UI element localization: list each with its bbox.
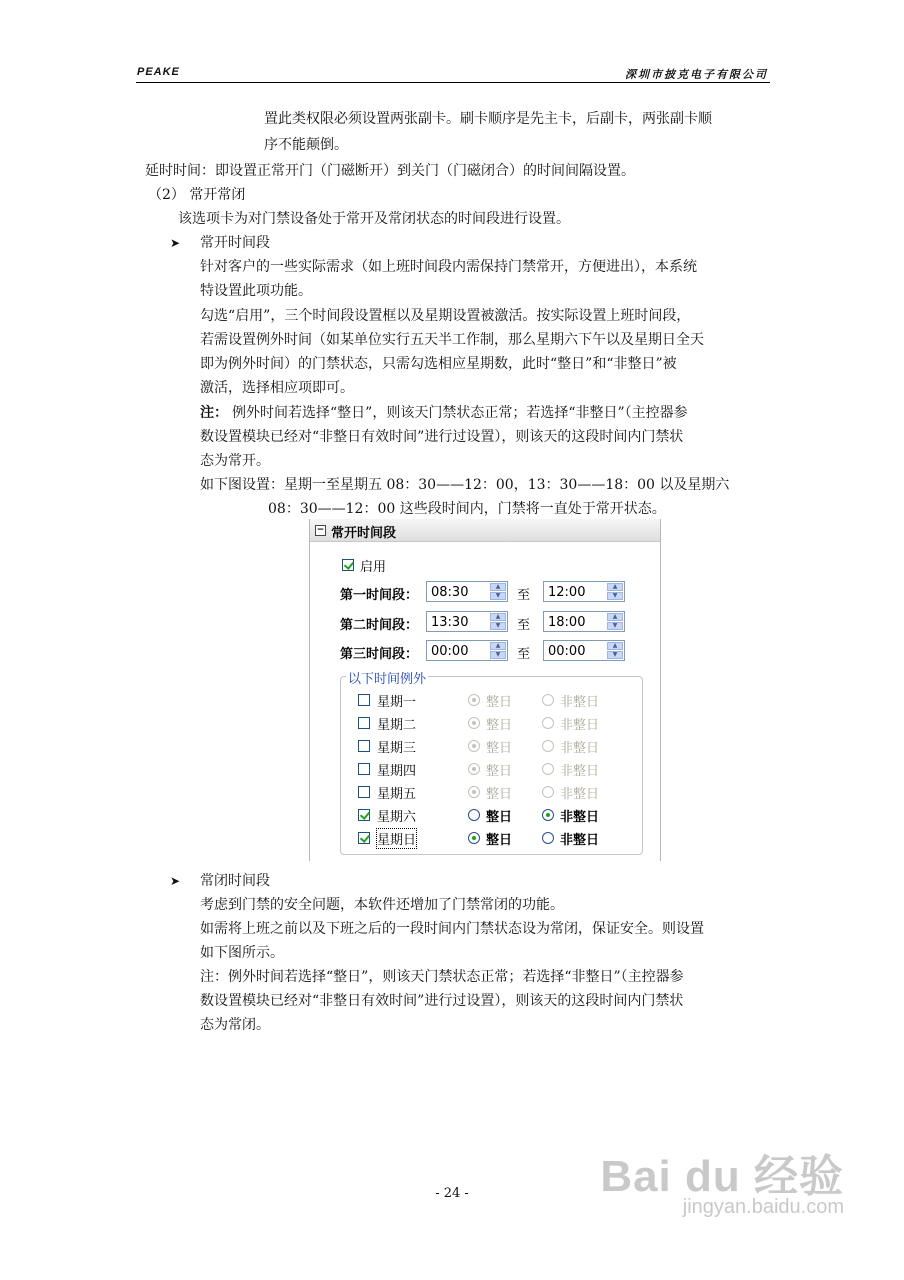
paragraph-line: 序不能颠倒。	[264, 137, 348, 153]
full-day-label: 整日	[486, 695, 513, 710]
period2-start-input[interactable]	[426, 611, 508, 632]
spin-up-icon[interactable]: ▲	[490, 642, 506, 650]
day-label: 星期日	[377, 829, 416, 848]
period-label: 第一时间段：	[340, 588, 419, 603]
spin-down-icon[interactable]: ▼	[607, 592, 623, 600]
full-day-label: 整日	[486, 787, 513, 802]
collapse-icon[interactable]: −	[316, 525, 325, 535]
partial-day-radio[interactable]	[542, 809, 554, 821]
partial-day-radio[interactable]	[542, 763, 554, 775]
header-company: 深圳市披克电子有限公司	[625, 69, 768, 81]
enable-label: 启用	[360, 560, 387, 575]
bullet-arrow-icon: ➤	[170, 236, 181, 250]
day-checkbox-mon[interactable]	[358, 694, 370, 706]
note-label: 注：	[200, 405, 228, 421]
partial-day-radio[interactable]	[542, 717, 554, 729]
paragraph-line: 特设置此项功能。	[200, 283, 312, 299]
paragraph-line: 如下图所示。	[200, 945, 284, 961]
watermark-brand: Bai du 经验	[600, 1152, 844, 1201]
enable-checkbox[interactable]	[342, 559, 354, 571]
paragraph-line: 如下图设置：星期一至星期五 08：30——12：00，13：30——18：00 以及星期六	[200, 477, 730, 493]
period1-end-input[interactable]	[543, 581, 625, 602]
full-day-label: 整日	[486, 810, 513, 825]
page-number: - 24 -	[435, 1186, 469, 1201]
full-day-radio[interactable]	[468, 763, 480, 775]
to-label: 至	[517, 588, 531, 603]
partial-day-radio[interactable]	[542, 694, 554, 706]
paragraph-line: 该选项卡为对门禁设备处于常开及常闭状态的时间段进行设置。	[178, 211, 570, 227]
panel-title: 常开时间段	[331, 526, 397, 541]
paragraph-line: 数设置模块已经对“非整日有效时间”进行过设置），则该天的这段时间内门禁状	[200, 993, 684, 1009]
full-day-radio[interactable]	[468, 740, 480, 752]
paragraph-line: 勾选“启用”，三个时间段设置框以及星期设置被激活。按实际设置上班时间段，	[200, 308, 691, 324]
normally-open-panel	[309, 519, 661, 861]
paragraph-line: 注：例外时间若选择“整日”，则该天门禁状态正常；若选择“非整日”（主控器参	[200, 969, 684, 985]
panel-titlebar	[310, 519, 660, 542]
spin-value: 12:00	[548, 585, 586, 600]
spin-down-icon[interactable]: ▼	[490, 651, 506, 659]
paragraph-line: 激活，选择相应项即可。	[200, 380, 354, 396]
day-label: 星期四	[377, 764, 417, 779]
period3-start-input[interactable]	[426, 640, 508, 661]
day-label: 星期六	[377, 810, 417, 825]
partial-day-radio[interactable]	[542, 832, 554, 844]
day-checkbox-sun[interactable]	[358, 832, 370, 844]
spin-value: 08:30	[431, 585, 469, 600]
day-label: 星期三	[377, 741, 417, 756]
paragraph-line: 态为常闭。	[200, 1017, 270, 1033]
period-label: 第二时间段：	[340, 618, 419, 633]
paragraph-line: 延时时间：即设置正常开门（门磁断开）到关门（门磁闭合）的时间间隔设置。	[145, 163, 635, 179]
paragraph-line: 如需将上班之前以及下班之后的一段时间内门禁状态设为常闭，保证安全。则设置	[200, 921, 704, 937]
full-day-radio[interactable]	[468, 694, 480, 706]
paragraph-line: 若需设置例外时间（如某单位实行五天半工作制，那么星期六下午以及星期日全天	[200, 332, 704, 348]
to-label: 至	[517, 647, 531, 662]
full-day-label: 整日	[486, 833, 513, 848]
to-label: 至	[517, 618, 531, 633]
day-checkbox-tue[interactable]	[358, 717, 370, 729]
partial-day-label: 非整日	[560, 695, 600, 710]
day-checkbox-thu[interactable]	[358, 763, 370, 775]
spin-value: 00:00	[548, 644, 586, 659]
full-day-radio[interactable]	[468, 832, 480, 844]
exception-title: 以下时间例外	[346, 668, 428, 687]
period-label: 第三时间段：	[340, 647, 419, 662]
spin-up-icon[interactable]: ▲	[607, 642, 623, 650]
paragraph-line: 置此类权限必须设置两张副卡。刷卡顺序是先主卡，后副卡，两张副卡顺	[264, 111, 712, 127]
partial-day-radio[interactable]	[542, 740, 554, 752]
paragraph-line: 08：30——12：00 这些段时间内，门禁将一直处于常开状态。	[268, 501, 666, 517]
day-label: 星期二	[377, 718, 417, 733]
partial-day-label: 非整日	[560, 833, 600, 848]
spin-value: 13:30	[431, 615, 469, 630]
paragraph-line: 考虑到门禁的安全问题，本软件还增加了门禁常闭的功能。	[200, 897, 564, 913]
partial-day-radio[interactable]	[542, 786, 554, 798]
full-day-radio[interactable]	[468, 717, 480, 729]
period2-end-input[interactable]	[543, 611, 625, 632]
spin-up-icon[interactable]: ▲	[490, 583, 506, 591]
paragraph-line: 态为常开。	[200, 453, 270, 469]
day-checkbox-sat[interactable]	[358, 809, 370, 821]
day-checkbox-fri[interactable]	[358, 786, 370, 798]
bullet-arrow-icon: ➤	[170, 874, 181, 888]
day-label: 星期五	[377, 787, 417, 802]
paragraph-line: 针对客户的一些实际需求（如上班时间段内需保持门禁常开，方便进出），本系统	[200, 259, 697, 275]
spin-value: 18:00	[548, 615, 586, 630]
day-label: 星期一	[377, 695, 417, 710]
full-day-radio[interactable]	[468, 809, 480, 821]
spin-value: 00:00	[431, 644, 469, 659]
spin-down-icon[interactable]: ▼	[607, 622, 623, 630]
paragraph-line: 数设置模块已经对“非整日有效时间”进行过设置），则该天的这段时间内门禁状	[200, 429, 684, 445]
partial-day-label: 非整日	[560, 741, 600, 756]
partial-day-label: 非整日	[560, 810, 600, 825]
paragraph-line: 即为例外时间）的门禁状态，只需勾选相应星期数，此时“整日”和“非整日”被	[200, 356, 677, 372]
paragraph-line: 例外时间若选择“整日”，则该天门禁状态正常；若选择“非整日”（主控器参	[232, 405, 688, 421]
partial-day-label: 非整日	[560, 787, 600, 802]
partial-day-label: 非整日	[560, 764, 600, 779]
header-brand: PEAKE	[137, 66, 180, 78]
header-divider	[136, 82, 770, 83]
spin-up-icon[interactable]: ▲	[607, 613, 623, 621]
full-day-label: 整日	[486, 718, 513, 733]
day-checkbox-wed[interactable]	[358, 740, 370, 752]
spin-up-icon[interactable]: ▲	[490, 613, 506, 621]
bullet-heading: 常闭时间段	[200, 873, 270, 889]
spin-down-icon[interactable]: ▼	[490, 622, 506, 630]
spin-down-icon[interactable]: ▼	[607, 651, 623, 659]
period3-end-input[interactable]	[543, 640, 625, 661]
section-heading: （2） 常开常闭	[148, 187, 246, 203]
full-day-label: 整日	[486, 741, 513, 756]
spin-up-icon[interactable]: ▲	[607, 583, 623, 591]
bullet-heading: 常开时间段	[200, 235, 270, 251]
full-day-label: 整日	[486, 764, 513, 779]
partial-day-label: 非整日	[560, 718, 600, 733]
period1-start-input[interactable]	[426, 581, 508, 602]
full-day-radio[interactable]	[468, 786, 480, 798]
spin-down-icon[interactable]: ▼	[490, 592, 506, 600]
watermark-url: jingyan.baidu.com	[682, 1196, 844, 1218]
